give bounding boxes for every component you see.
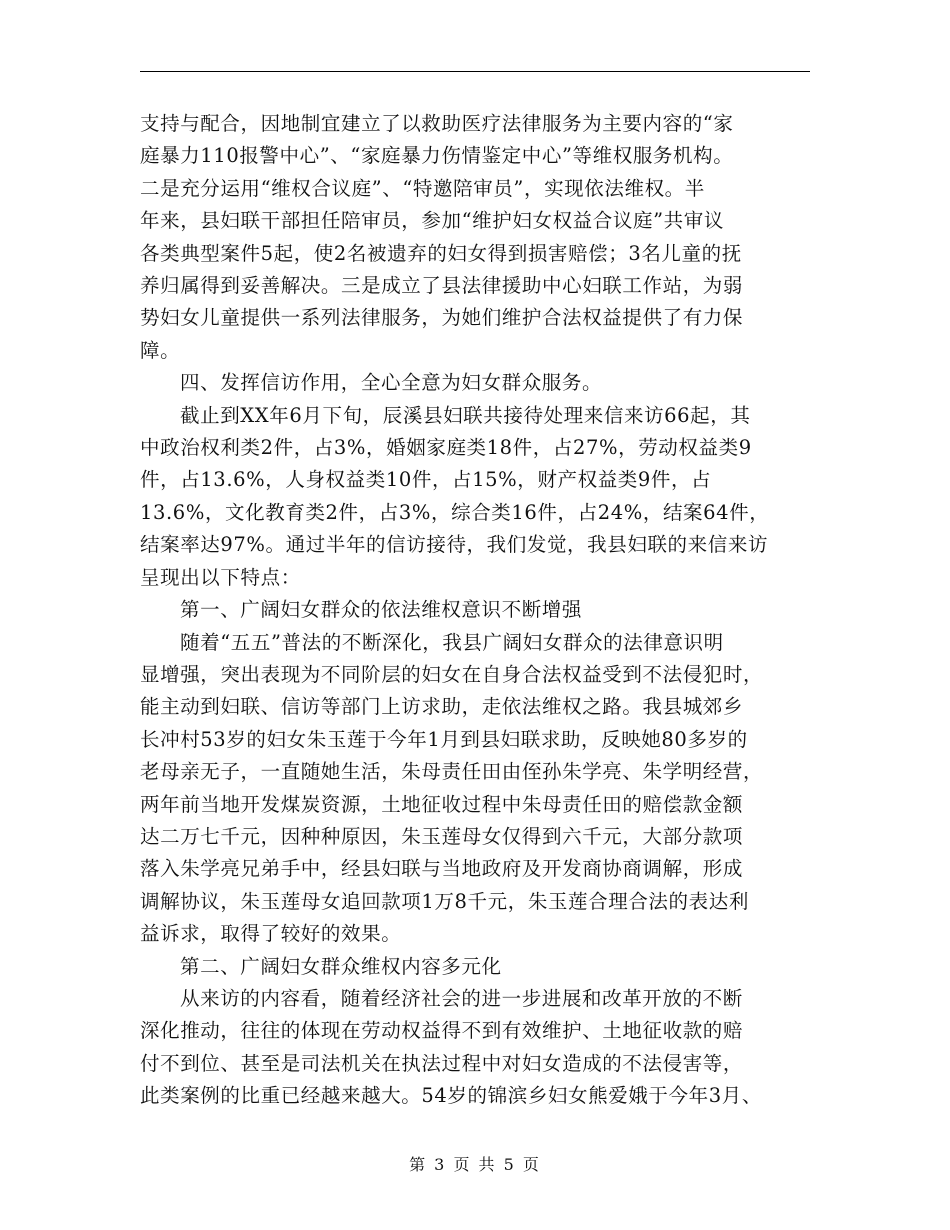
header-rule <box>140 71 810 72</box>
page-footer: 第 3 页 共 5 页 <box>409 1155 541 1174</box>
text-line: 二是充分运用“维权合议庭”、“特邀陪审员”，实现依法维权。半 <box>140 176 705 200</box>
text-line: 第一、广阔妇女群众的依法维权意识不断增强 <box>180 598 583 622</box>
text-line: 老母亲无子，一直随她生活，朱母责任田由侄孙朱学亮、朱学明经营， <box>140 760 764 784</box>
text-line: 长冲村53岁的妇女朱玉莲于今年1月到县妇联求助，反映她80多岁的 <box>140 727 748 751</box>
text-line: 调解协议，朱玉莲母女追回款项1万8千元，朱玉莲合理合法的表达利 <box>140 889 749 913</box>
text-line: 深化推动，往往的体现在劳动权益得不到有效维护、土地征收款的赔 <box>140 1019 744 1043</box>
text-line: 显增强，突出表现为不同阶层的妇女在自身合法权益受到不法侵犯时， <box>140 662 764 686</box>
text-line: 件，占13.6%，人身权益类10件，占15%，财产权益类9件，占 <box>140 468 712 492</box>
text-line: 截止到XX年6月下旬，辰溪县妇联共接待处理来信来访66起，其 <box>180 403 751 427</box>
text-line: 达二万七千元，因种种原因，朱玉莲母女仅得到六千元，大部分款项 <box>140 824 744 848</box>
text-line: 13.6%，文化教育类2件，占3%，综合类16件，占24%，结案64件， <box>140 500 770 524</box>
text-line: 能主动到妇联、信访等部门上访求助，走依法维权之路。我县城郊乡 <box>140 695 744 719</box>
text-line: 落入朱学亮兄弟手中，经县妇联与当地政府及开发商协商调解，形成 <box>140 857 744 881</box>
document-body <box>140 108 810 1113</box>
text-line: 结案率达97%。通过半年的信访接待，我们发觉，我县妇联的来信来访 <box>140 533 769 557</box>
text-line: 此类案例的比重已经越来越大。54岁的锦滨乡妇女熊爱娥于今年3月、 <box>140 1084 762 1108</box>
text-line: 年来，县妇联干部担任陪审员，参加“维护妇女权益合议庭”共审议 <box>140 209 724 233</box>
text-line: 第二、广阔妇女群众维权内容多元化 <box>180 954 502 978</box>
text-line: 从来访的内容看，随着经济社会的进一步进展和改革开放的不断 <box>180 986 743 1010</box>
text-line: 支持与配合，因地制宜建立了以救助医疗法律服务为主要内容的“家 <box>140 112 734 135</box>
text-line: 呈现出以下特点： <box>140 565 301 589</box>
text-line: 随着“五五”普法的不断深化，我县广阔妇女群众的法律意识明 <box>180 630 724 654</box>
text-line: 付不到位、甚至是司法机关在执法过程中对妇女造成的不法侵害等， <box>140 1051 744 1075</box>
text-line: 两年前当地开发煤炭资源，土地征收过程中朱母责任田的赔偿款金额 <box>140 792 744 816</box>
text-line: 四、发挥信访作用，全心全意为妇女群众服务。 <box>180 371 603 395</box>
text-line: 各类典型案件5起，使2名被遗弃的妇女得到损害赔偿；3名儿童的抚 <box>140 241 742 265</box>
text-line: 庭暴力110报警中心”、“家庭暴力伤情鉴定中心”等维权服务机构。 <box>140 144 734 168</box>
text-line: 养归属得到妥善解决。三是成立了县法律援助中心妇联工作站，为弱 <box>140 274 744 298</box>
text-line: 障。 <box>140 338 181 362</box>
text-line: 中政治权利类2件，占3%，婚姻家庭类18件，占27%，劳动权益类9 <box>140 436 752 460</box>
text-line: 益诉求，取得了较好的效果。 <box>140 922 402 946</box>
text-line: 势妇女儿童提供一系列法律服务，为她们维护合法权益提供了有力保 <box>140 306 744 330</box>
